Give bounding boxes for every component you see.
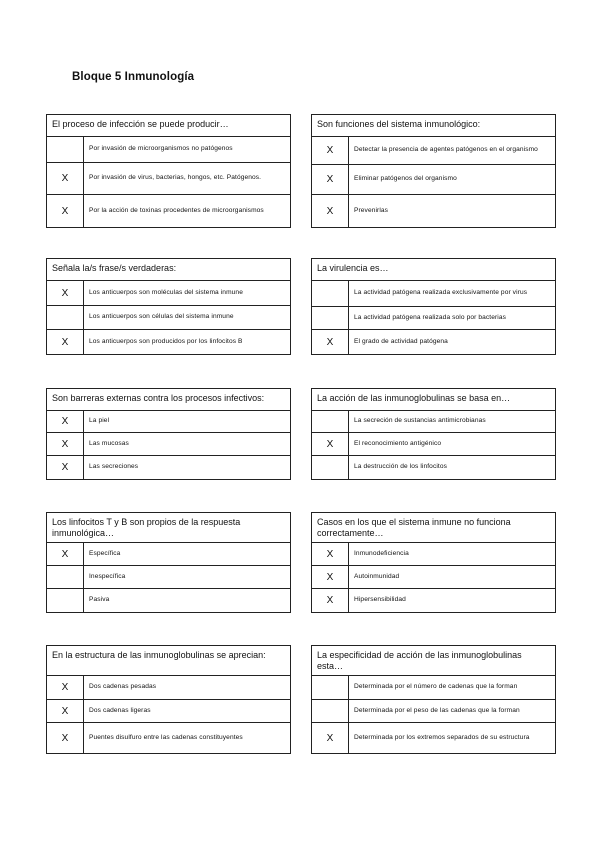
question-header: La especificidad de acción de las inmunoglobulinas esta… — [312, 646, 555, 676]
answer-mark[interactable]: X — [312, 543, 349, 565]
answer-text: El reconocimiento antigénico — [354, 439, 442, 447]
page-title: Bloque 5 Inmunología — [72, 71, 195, 83]
answer-text: La secreción de sustancias antimicrobianas — [354, 417, 486, 425]
question-box — [311, 114, 556, 228]
answer-text: El grado de actividad patógena — [354, 337, 448, 345]
answer-row — [312, 411, 555, 433]
question-box — [46, 388, 291, 480]
answer-text: Por la acción de toxinas procedentes de microorganismos — [89, 206, 264, 214]
answer-row — [312, 195, 555, 227]
answer-row — [312, 433, 555, 456]
answer-row — [47, 281, 290, 306]
answer-text: Específica — [89, 549, 121, 557]
answer-text: Autoinmunidad — [354, 572, 400, 580]
answer-mark[interactable]: X — [312, 566, 349, 588]
answer-row — [47, 456, 290, 479]
answer-text: Las mucosas — [89, 439, 129, 447]
answer-mark[interactable] — [312, 307, 349, 329]
answer-row — [47, 163, 290, 195]
answer-mark[interactable] — [47, 137, 84, 162]
answer-row — [312, 137, 555, 165]
answer-mark[interactable]: X — [47, 456, 84, 479]
answer-mark[interactable] — [312, 281, 349, 306]
answer-mark[interactable]: X — [47, 723, 84, 753]
answer-row — [312, 700, 555, 723]
answer-mark[interactable]: X — [312, 589, 349, 612]
answer-row — [312, 456, 555, 479]
answer-mark[interactable]: X — [312, 195, 349, 227]
answer-mark[interactable]: X — [312, 137, 349, 164]
answer-text: Prevenirlas — [354, 206, 389, 214]
question-header: El proceso de infección se puede producir… — [47, 115, 290, 137]
answer-text: Detectar la presencia de agentes patógenos en el organismo — [354, 146, 538, 154]
answer-row — [47, 543, 290, 566]
answer-mark[interactable]: X — [47, 163, 84, 194]
answer-row — [47, 589, 290, 612]
answer-mark[interactable]: X — [47, 433, 84, 455]
question-box — [46, 114, 291, 228]
question-header: Casos en los que el sistema inmune no funciona correctamente… — [312, 513, 555, 543]
answer-mark[interactable]: X — [47, 700, 84, 722]
answer-text: La piel — [89, 417, 110, 425]
answer-row — [47, 137, 290, 163]
answer-row — [47, 723, 290, 753]
answer-row — [312, 307, 555, 330]
answer-text: La destrucción de los linfocitos — [354, 463, 447, 471]
answer-text: Los anticuerpos son producidos por los linfocitos B — [89, 337, 243, 345]
question-header: Son funciones del sistema inmunológico: — [312, 115, 555, 137]
question-box — [46, 512, 291, 613]
answer-row — [312, 566, 555, 589]
answer-mark[interactable]: X — [47, 281, 84, 305]
answer-row — [312, 165, 555, 195]
answer-text: Determinada por el número de cadenas que la forman — [354, 683, 518, 691]
answer-row — [47, 676, 290, 700]
answer-text: Inmunodeficiencia — [354, 549, 409, 557]
question-header: La acción de las inmunoglobulinas se basa en… — [312, 389, 555, 411]
answer-mark[interactable] — [47, 566, 84, 588]
answer-row — [312, 543, 555, 566]
answer-text: Hipersensibilidad — [354, 596, 406, 604]
answer-text: Pasiva — [89, 596, 110, 604]
question-header: Señala la/s frase/s verdaderas: — [47, 259, 290, 281]
answer-row — [47, 411, 290, 433]
answer-mark[interactable]: X — [312, 330, 349, 354]
answer-row — [47, 306, 290, 330]
answer-text: Eliminar patógenos del organismo — [354, 175, 457, 183]
answer-mark[interactable]: X — [312, 433, 349, 455]
question-box — [46, 258, 291, 355]
answer-mark[interactable] — [47, 306, 84, 329]
answer-row — [312, 330, 555, 354]
answer-row — [312, 723, 555, 753]
question-box — [311, 388, 556, 480]
question-header: La virulencia es… — [312, 259, 555, 281]
answer-text: La actividad patógena realizada solo por bacterias — [354, 313, 506, 321]
question-header: En la estructura de las inmunoglobulinas se aprecian: — [47, 646, 290, 676]
answer-mark[interactable]: X — [312, 723, 349, 753]
question-box — [311, 512, 556, 613]
answer-text: Dos cadenas pesadas — [89, 683, 157, 691]
answer-text: Los anticuerpos son moléculas del sistema inmune — [89, 288, 243, 296]
answer-mark[interactable] — [47, 589, 84, 612]
answer-mark[interactable] — [312, 456, 349, 479]
answer-row — [47, 700, 290, 723]
answer-mark[interactable]: X — [47, 411, 84, 432]
question-box — [311, 258, 556, 355]
answer-mark[interactable] — [312, 411, 349, 432]
answer-row — [312, 676, 555, 700]
answer-mark[interactable]: X — [47, 543, 84, 565]
question-box — [311, 645, 556, 754]
answer-mark[interactable]: X — [47, 676, 84, 699]
answer-text: Dos cadenas ligeras — [89, 706, 151, 714]
answer-mark[interactable] — [312, 700, 349, 722]
question-box — [46, 645, 291, 754]
answer-text: Determinada por los extremos separados de su estructura — [354, 733, 530, 741]
answer-text: La actividad patógena realizada exclusivamente por virus — [354, 289, 528, 297]
answer-row — [47, 566, 290, 589]
answer-text: Por invasión de virus, bacterias, hongos, etc. Patógenos. — [89, 174, 262, 182]
answer-row — [312, 589, 555, 612]
answer-mark[interactable]: X — [312, 165, 349, 194]
answer-text: Por invasión de microorganismos no patógenos — [89, 145, 233, 153]
answer-text: Puentes disulfuro entre las cadenas constituyentes — [89, 733, 243, 741]
answer-row — [47, 433, 290, 456]
answer-text: Determinada por el peso de las cadenas que la forman — [354, 706, 520, 714]
question-header: Son barreras externas contra los procesos infectivos: — [47, 389, 290, 411]
answer-row — [47, 330, 290, 354]
answer-mark[interactable] — [312, 676, 349, 699]
answer-mark[interactable]: X — [47, 195, 84, 227]
answer-text: Las secreciones — [89, 463, 139, 471]
answer-mark[interactable]: X — [47, 330, 84, 354]
answer-row — [312, 281, 555, 307]
answer-text: Inespecífica — [89, 572, 126, 580]
question-header: Los linfocitos T y B son propios de la respuesta inmunológica… — [47, 513, 290, 543]
answer-row — [47, 195, 290, 227]
answer-text: Los anticuerpos son células del sistema inmune — [89, 313, 234, 321]
